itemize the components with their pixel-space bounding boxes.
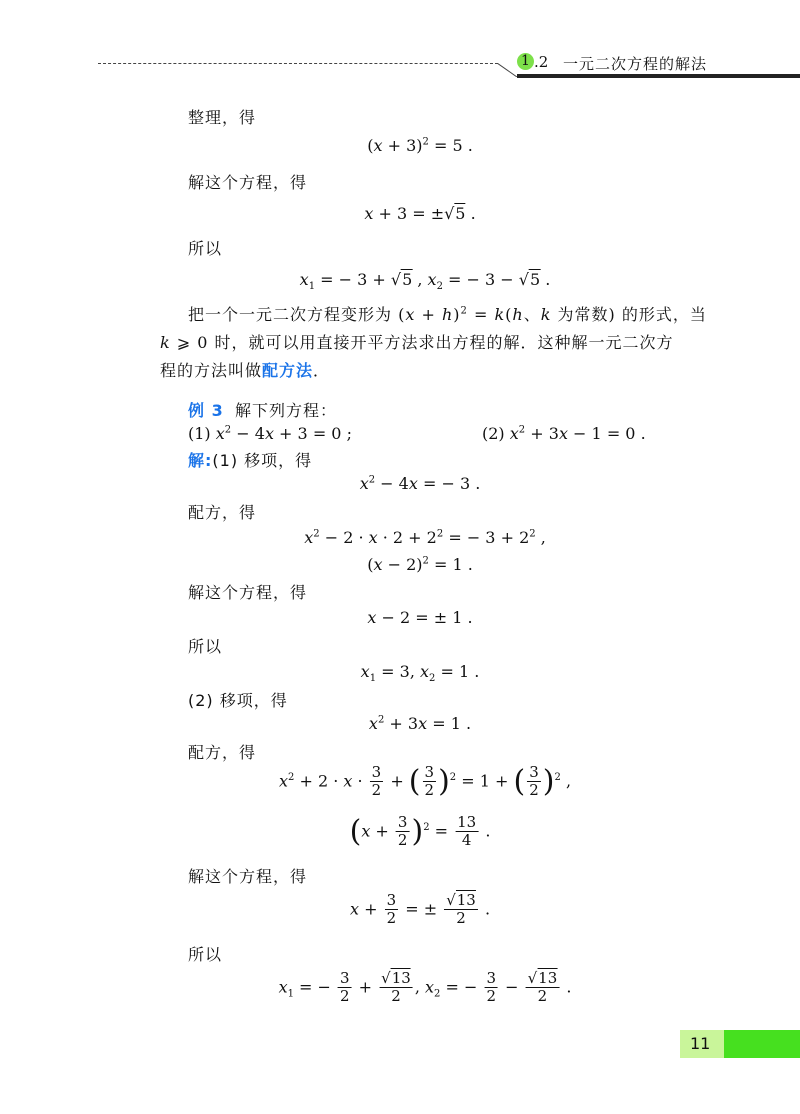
example-label: 例 3 [188,401,224,420]
s1-eq-3: $(x - 2)^2 = 1$ . [367,555,473,574]
s2-eq-2: $x^2 + 2 \cdot x$ · $\frac{3}{2}$ + ( $\frac{3}{2}$ )$^2$ = 1 + ( $\frac{3}{2}$ )$^2$ , [278,763,572,800]
equation-1: $(x + 3)^2 = 5$ . [367,136,473,155]
text-solve-1: 解这个方程，得 [188,173,308,192]
page-number: 11 [690,1034,711,1053]
equation-2: x + 3 = ±√5 . [364,204,476,223]
text-suoyi-3: 所以 [188,945,223,964]
section-title: 一元二次方程的解法 [563,55,708,73]
text-zhengli: 整理，得 [188,108,257,127]
s1-eq-1: $x^2 - 4x$ = − 3 . [359,474,481,493]
s1-eq-2: $x^2 - 2 \cdot x \cdot 2 + 2^2$ = − $3 + 2^2$ , [304,528,546,547]
header-solid-rule [517,74,800,78]
example-prompt: 解下列方程： [235,401,338,420]
s2-eq-1: $x^2 + 3x = 1$ . [368,714,472,733]
header-dashed-rule [98,63,498,64]
text-suoyi-2: 所以 [188,637,223,656]
s2-eq-3: (x + $\frac{3}{2}$ )$^2$ = $\frac{13}{4}$ . [349,813,491,850]
s1-eq-4: x − 2 = ± 1 . [367,608,473,627]
text-peifang-2: 配方，得 [188,743,257,762]
section-subnumber: .2 [534,53,549,71]
problem-2: (2) $x^2 + 3x - 1 = 0$ . [482,424,646,443]
text-peifang-1: 配方，得 [188,503,257,522]
text-suoyi-1: 所以 [188,239,223,258]
header-slant-rule [497,63,519,77]
solution-part2-intro: (2) 移项，得 [188,691,288,710]
solution-label: 解: [188,451,213,470]
solution-part1-intro: 解:(1) 移项，得 [188,451,313,470]
text-solve-2: 解这个方程，得 [188,583,308,602]
term-peifangfa: 配方法 [262,361,314,380]
s2-eq-5: $x_1$ = − $\frac{3}{2}$ + $\frac{√13}{2}$ , $x_2$ = − $\frac{3}{2}$ − $\frac{√13}{2}$ . [278,969,572,1006]
section-number: 1 [521,53,530,69]
problem-1: (1) $x^2 - 4x + 3 = 0$ ; [188,424,352,443]
s1-eq-5: $x_1 = 3$, $x_2 = 1$ . [360,662,480,685]
s2-eq-4: x + $\frac{3}{2}$ = ± $\frac{√13}{2}$ . [349,891,491,928]
text-solve-3: 解这个方程，得 [188,867,308,886]
paragraph-line-2: k ⩾ 0 时，就可以用直接开平方法求出方程的解．这种解一元二次方 [160,333,674,352]
paragraph-line-3: 程的方法叫做配方法． [160,361,331,380]
paragraph-line-1: 把一个一元二次方程变形为 $(x + h)^2 = k(h$、k 为常数) 的形式，当 [188,305,707,324]
equation-3: $x_1$ = − 3 + √5 , $x_2$ = − 3 − √5 . [299,270,551,293]
